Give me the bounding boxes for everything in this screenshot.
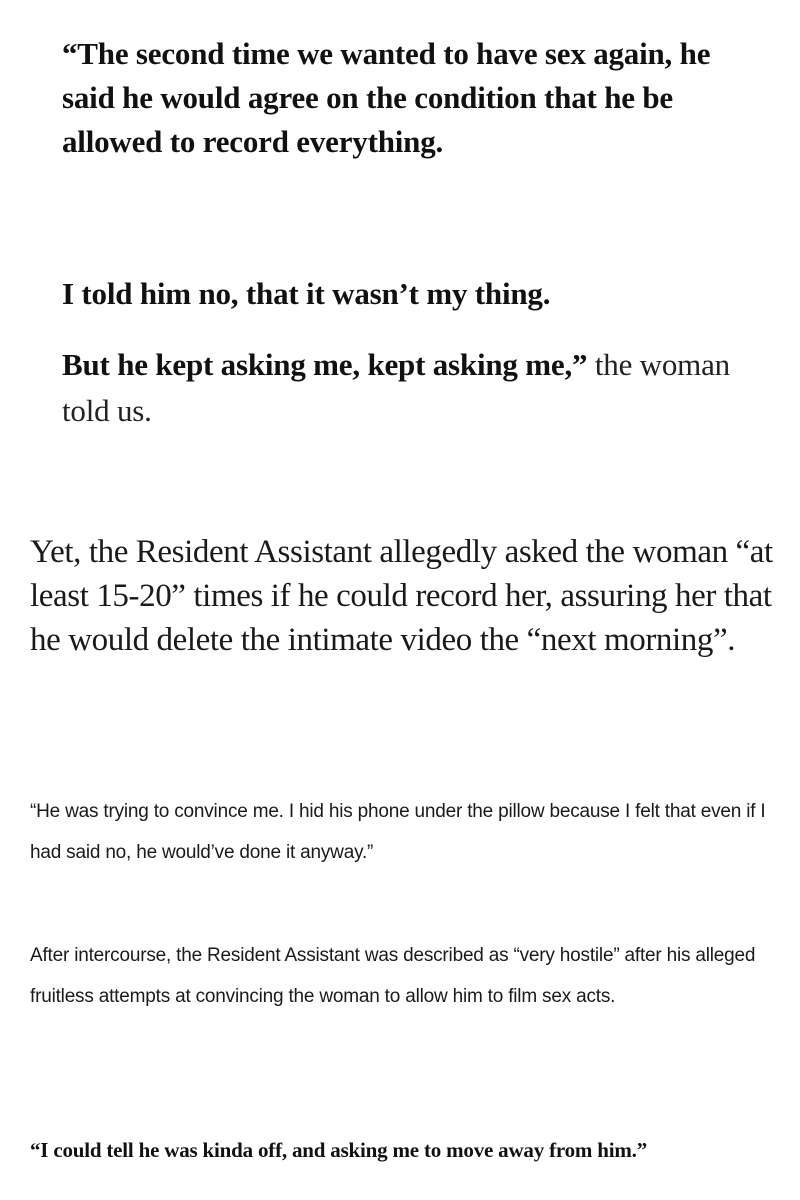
pull-quote-attribution	[62, 342, 762, 434]
lead-paragraph: Yet, the Resident Assistant allegedly asked the woman “at least 15-20” times if he could record her, assuring her that he would delete the intimate video the “next morning”.	[30, 534, 773, 658]
quote-attribution-text: the woman told us.	[62, 347, 730, 428]
pull-quote-condition: “The second time we wanted to have sex again, he said he would agree on the condition that he be allowed to record everything.	[62, 36, 711, 159]
pull-quote-kept-asking: But he kept asking me, kept asking me,”	[62, 347, 588, 382]
pull-quote-refusal: I told him no, that it wasn’t my thing.	[62, 276, 551, 311]
pull-quote-move-away: “I could tell he was kinda off, and asking me to move away from him.”	[30, 1138, 648, 1162]
body-paragraph-phone: “He was trying to convince me. I hid his phone under the pillow because I felt that even if I had said no, he would’ve done it anyway.”	[30, 801, 766, 863]
body-paragraph-hostile: After intercourse, the Resident Assistant was described as “very hostile” after his alleged fruitless attempts at convincing the woman to allow him to film sex acts.	[30, 945, 756, 1007]
